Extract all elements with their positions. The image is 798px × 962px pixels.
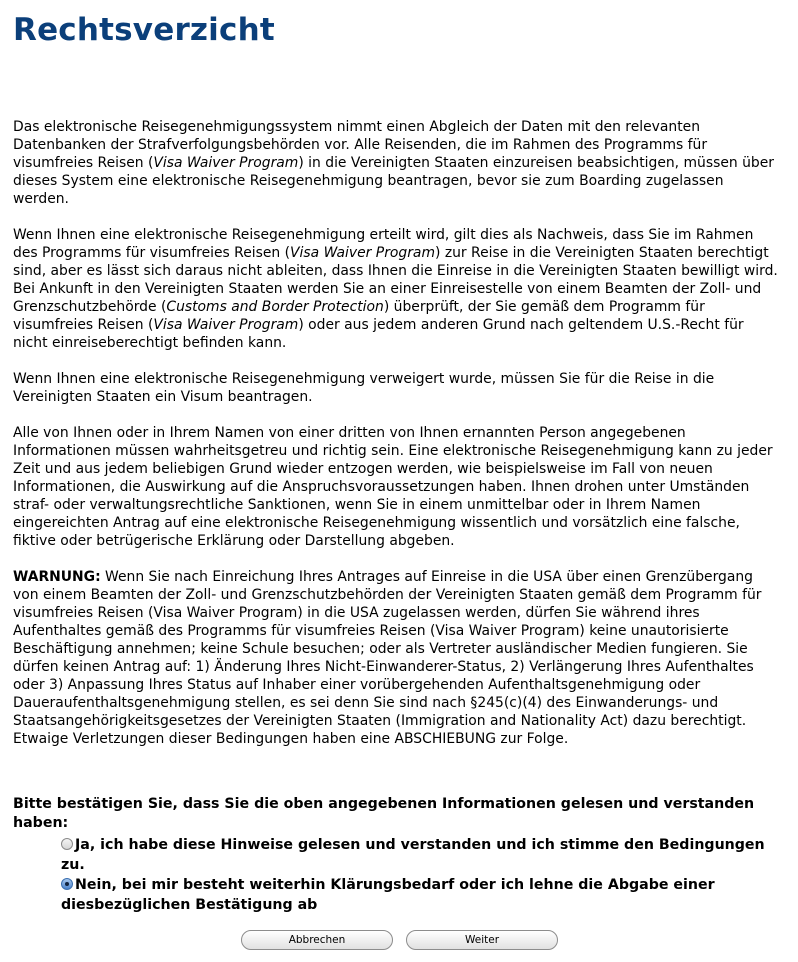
option-no-label[interactable]: Nein, bei mir besteht weiterhin Klärungsbedarf oder ich lehne die Abgabe einer diesbezüglichen Bestätigung ab	[61, 877, 715, 913]
option-yes[interactable]	[61, 835, 773, 875]
text-italic: Visa Waiver Program	[153, 155, 299, 171]
paragraph-authorization	[13, 226, 779, 352]
page-title: Rechtsverzicht	[13, 12, 275, 48]
paragraph-warning	[13, 568, 779, 748]
text-italic: Visa Waiver Program	[153, 317, 299, 333]
next-button[interactable]: Weiter	[406, 930, 558, 950]
cancel-button[interactable]: Abbrechen	[241, 930, 393, 950]
option-yes-label[interactable]: Ja, ich habe diese Hinweise gelesen und verstanden und ich stimme den Bedingungen zu.	[61, 837, 765, 873]
text-italic: Visa Waiver Program	[290, 245, 435, 261]
text-segment: Wenn Ihnen eine elektronische Reisegenehmigung erteilt wird, gilt dies als Nachweis, dass Sie im Rahmen des Programms für visumfreies Reisen (	[13, 227, 754, 261]
paragraph-truthfulness: Alle von Ihnen oder in Ihrem Namen von einer dritten von Ihnen ernannten Person angegebenen Informationen müssen wahrheitsgetreu und richtig sein. Eine elektronische Reisegenehmigung kann zu jeder Zeit und aus jedem beliebigen Grund wieder entzogen werden, wie beispielsweise im Fall von neuen Informationen, die Auswirkung auf die Anspruchsvoraussetzungen haben. Ihnen drohen unter Umständen straf- oder verwaltungsrechtliche Sanktionen, wenn Sie in einem unmittelbar oder in Ihrem Namen eingereichten Antrag auf eine elektronische Reisegenehmigung wissentlich und vorsätzlich eine falsche, fiktive oder betrügerische Erklärung oder Darstellung abgeben.	[13, 425, 773, 549]
option-no[interactable]	[61, 875, 773, 915]
confirmation-question: Bitte bestätigen Sie, dass Sie die oben angegebenen Informationen gelesen und verstanden haben:	[13, 796, 755, 831]
radio-unchecked-icon[interactable]	[61, 838, 73, 850]
text-segment: ) in die Vereinigten Staaten einzureisen beabsichtigen, müssen über dieses System eine elektronische Reisegenehmigung beantragen, bevor sie zum Boarding zugelassen werden.	[13, 155, 774, 207]
text-italic: Customs and Border Protection	[166, 299, 384, 315]
warning-label: WARNUNG:	[13, 569, 101, 585]
paragraph-esta-check	[13, 118, 779, 208]
legal-text	[13, 118, 779, 766]
button-bar	[228, 930, 558, 950]
text-segment: ) oder aus jedem anderen Grund nach geltendem U.S.-Recht für nicht einreiseberechtigt befinden kann.	[13, 317, 744, 351]
text-segment: ) überprüft, der Sie gemäß dem Programm für visumfreies Reisen (	[13, 299, 705, 333]
paragraph-denial: Wenn Ihnen eine elektronische Reisegenehmigung verweigert wurde, müssen Sie für die Reise in die Vereinigten Staaten ein Visum beantragen.	[13, 371, 715, 405]
text-segment: Das elektronische Reisegenehmigungssystem nimmt einen Abgleich der Daten mit den relevanten Datenbanken der Strafverfolgungsbehörden vor. Alle Reisenden, die im Rahmen des Programms für visumfreies Reisen (	[13, 119, 708, 171]
text-segment: ) zur Reise in die Vereinigten Staaten berechtigt sind, aber es lässt sich daraus nicht ableiten, dass Ihnen die Einreise in die Vereinigten Staaten bewilligt wird. Bei Ankunft in den Vereinigten Staaten werden Sie an einer Einreisestelle von einem Beamten der Zoll- und Grenzschutzbehörde (	[13, 245, 778, 315]
radio-checked-icon[interactable]	[61, 878, 73, 890]
warning-text: Wenn Sie nach Einreichung Ihres Antrages auf Einreise in die USA über einen Grenzübergang von einem Beamten der Zoll- und Grenzschutzbehörden der Vereinigten Staaten gemäß dem Programm für visumfreies Reisen (Visa Waiver Program) in die USA zugelassen werden, dürfen Sie während ihres Aufenthaltes gemäß des Programms für visumfreies Reisen (Visa Waiver Program) keine unautorisierte Beschäftigung annehmen; keine Schule besuchen; oder als Vertreter ausländischer Medien fungieren. Sie dürfen keinen Antrag auf: 1) Änderung Ihres Nicht-Einwanderer-Status, 2) Verlängerung Ihres Aufenthaltes oder 3) Anpassung Ihres Status auf Inhaber einer vorübergehenden Aufenthaltsgenehmigung oder Daueraufenthaltsgenehmigung stellen, es sei denn Sie sind nach §245(c)(4) des Einwanderungs- und Staatsangehörigkeitsgesetzes der Vereinigten Staaten (Immigration and Nationality Act) dazu berechtigt. Etwaige Verletzungen dieser Bedingungen haben eine ABSCHIEBUNG zur Folge.	[13, 569, 762, 747]
